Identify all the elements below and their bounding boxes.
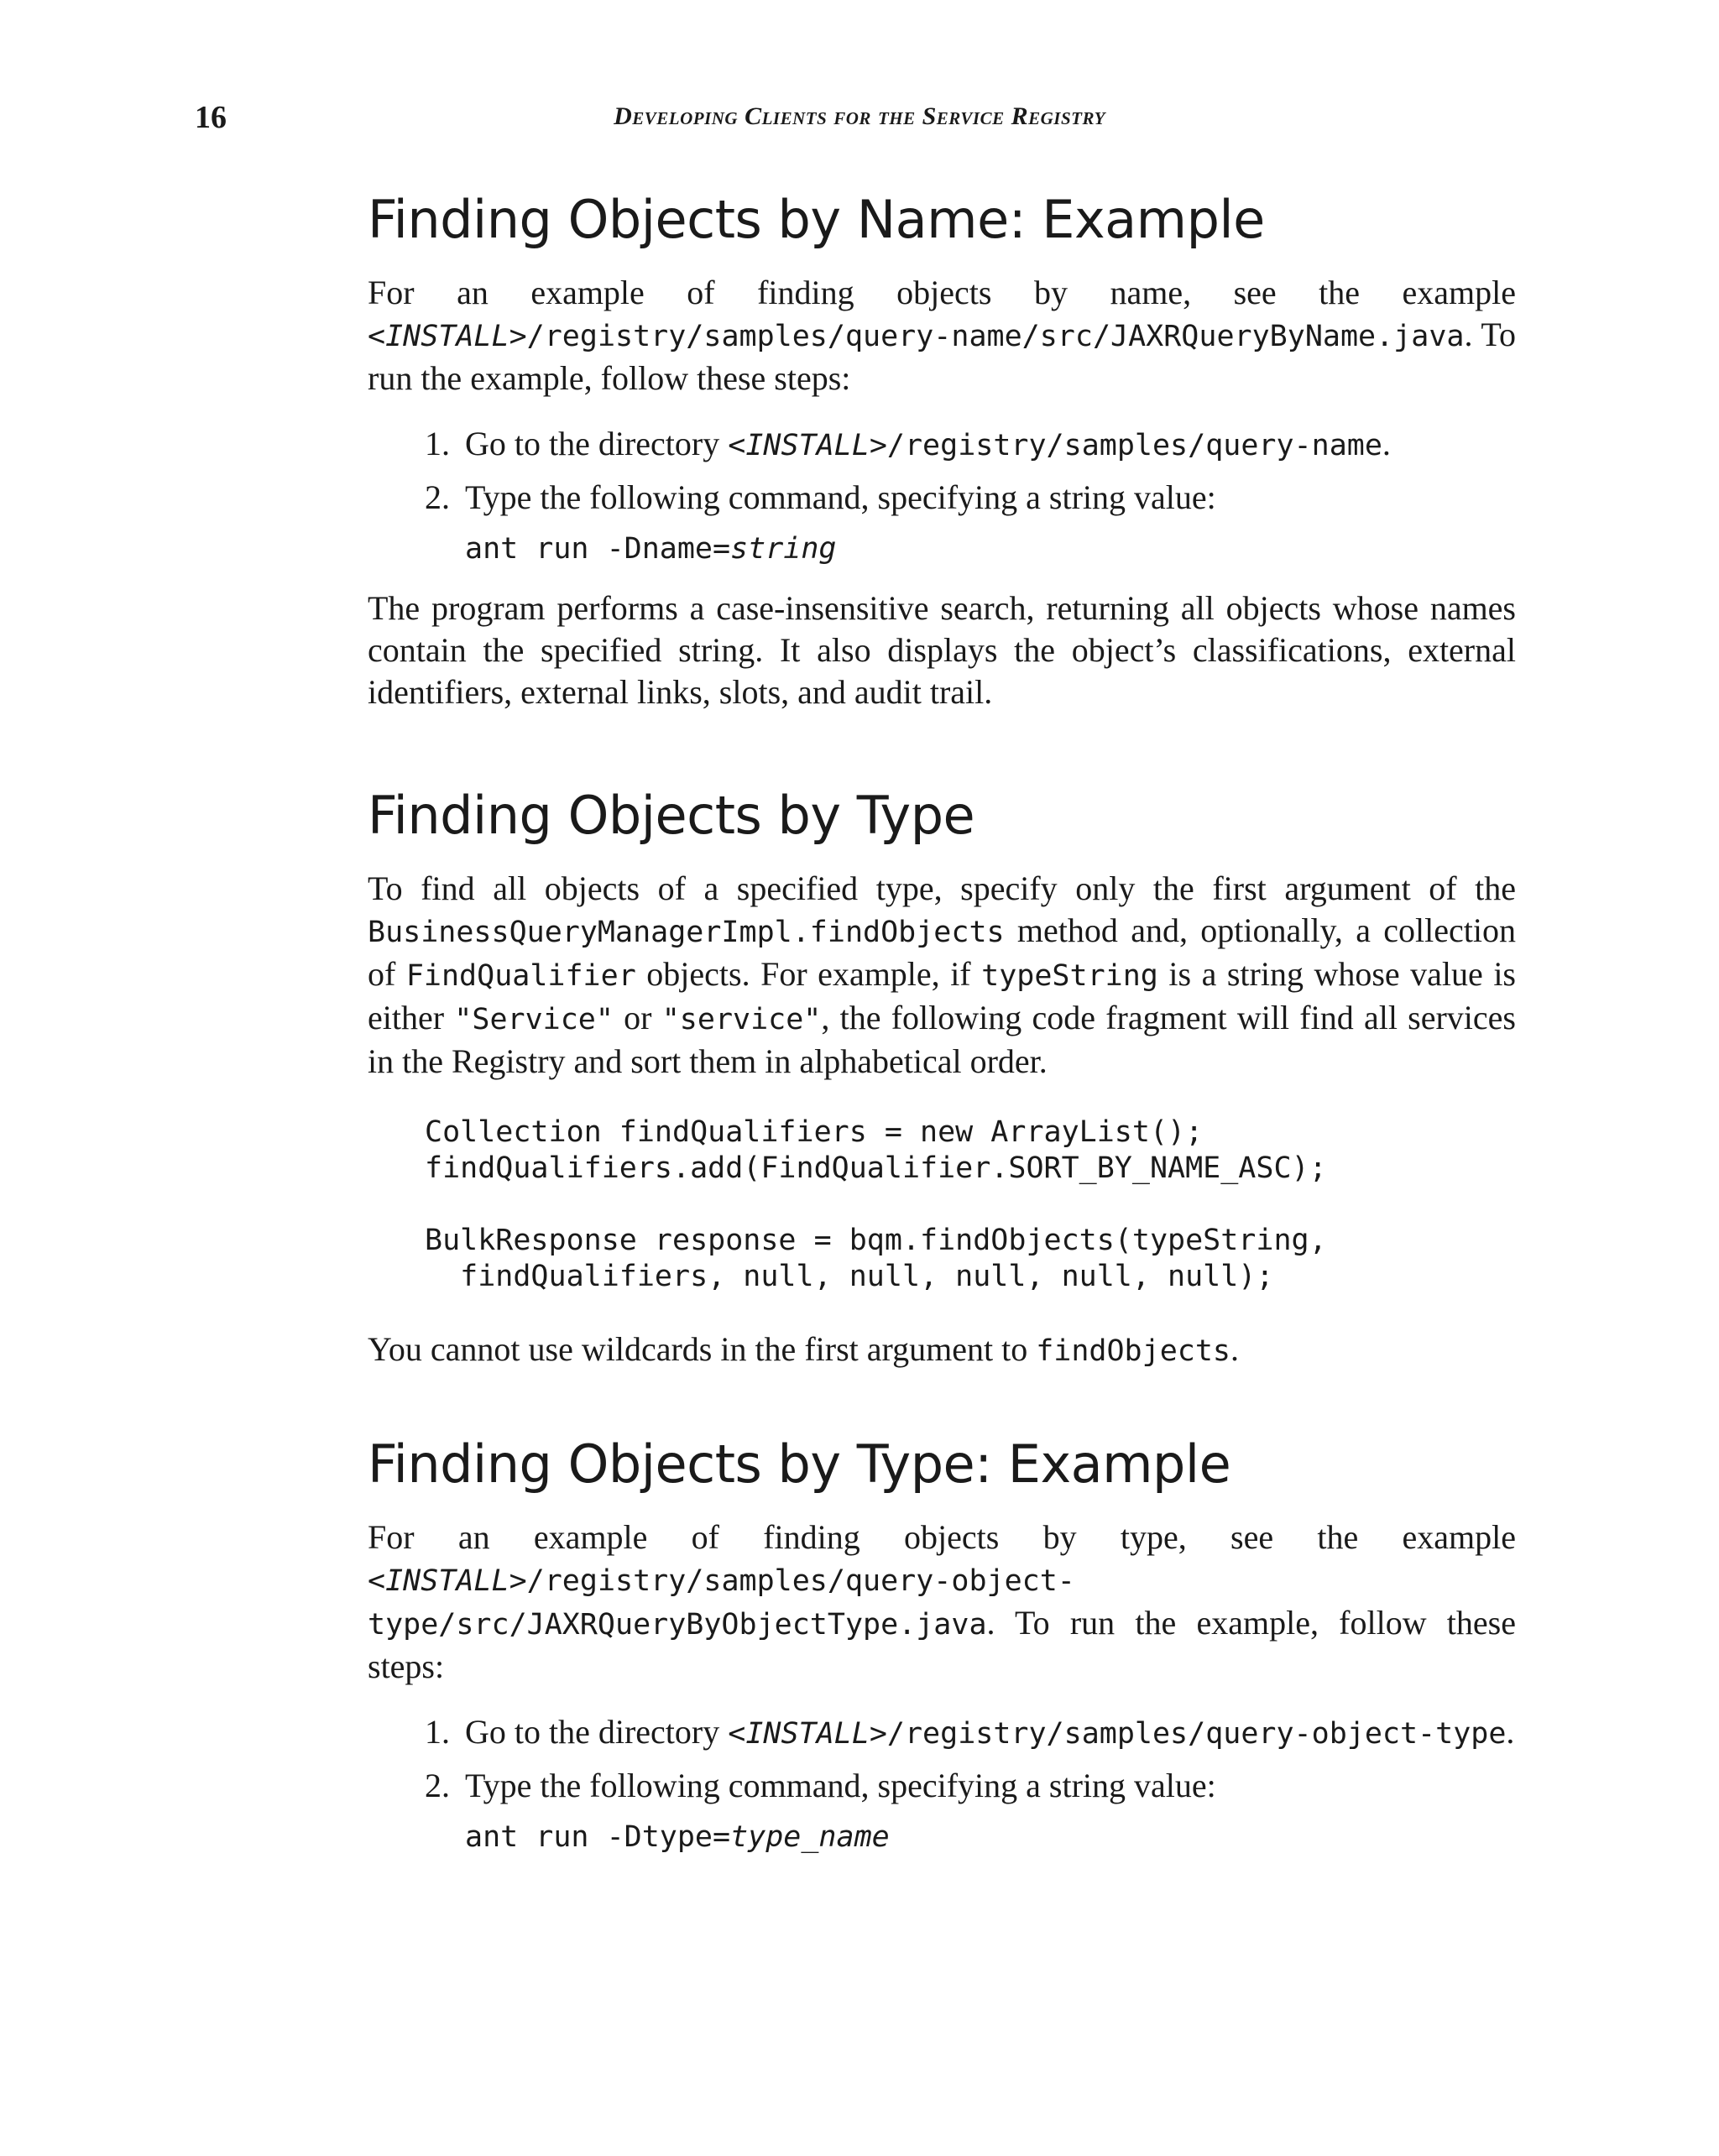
file-path: /registry/samples/query-name/src/JAXRQueryByName.java [526,320,1465,353]
inline-code: findObjects [1036,1334,1230,1368]
paragraph [368,272,1516,399]
inline-code: "Service" [454,1003,614,1036]
command-argument: type_name [730,1820,890,1854]
install-placeholder: <INSTALL> [728,1717,887,1751]
running-head [0,99,1719,141]
text: . To run the example, follow these steps: [368,1604,1516,1685]
section-heading: Finding Objects by Type: Example [368,1433,1231,1495]
text: For an example of finding objects by type, see the example [368,1518,1516,1556]
text: , the following code fragment will find all services in the Registry and sort them in alphabetical order. [368,999,1516,1080]
step-text: Type the following command, specifying a string value: [465,1767,1216,1804]
paragraph [368,868,1516,1083]
paragraph [368,1329,1516,1372]
install-placeholder: <INSTALL> [728,429,887,462]
install-placeholder: <INSTALL> [368,320,527,353]
steps-list [368,423,1516,567]
step-number: 2. [425,478,450,516]
section-find-by-type-example [368,1433,1516,1856]
step-text: Type the following command, specifying a string value: [465,478,1216,516]
inline-code: FindQualifier [405,959,636,993]
section-find-by-name-example [368,188,1516,713]
page-number: 16 [195,100,227,135]
text: objects. For example, if [635,955,982,993]
steps-list [368,1711,1516,1856]
text: . [1230,1330,1239,1368]
text: or [613,999,662,1036]
running-title: Developing Clients for the Service Registry [614,102,1105,130]
code-block: Collection findQualifiers = new ArrayList(); findQualifiers.add(FindQualifier.SORT_BY_NAME_ASC); BulkResponse response = bqm.findObjects(typeString, findQualifiers, null, null, null, null, null); [425,1115,1327,1293]
inline-code: typeString [981,959,1158,993]
text: method and, optionally, a collection of [368,911,1516,993]
file-path: /registry/samples/query-object-type/src/JAXRQueryByObjectType.java [368,1564,1075,1642]
list-item [368,1711,1516,1755]
list-item [368,423,1516,467]
step-number: 2. [425,1767,450,1804]
text: . To run the example, follow these steps: [368,316,1516,397]
page-content [368,188,1516,1866]
command-argument: string [730,532,837,566]
command: ant run -Dtype= [465,1820,731,1854]
command-line [465,530,1516,567]
section-heading: Finding Objects by Name: Example [368,189,1265,250]
directory-path: /registry/samples/query-name [886,429,1382,462]
inline-code: BusinessQueryManagerImpl.findObjects [368,916,1005,949]
section-heading: Finding Objects by Type [368,785,975,846]
install-placeholder: <INSTALL> [368,1564,527,1598]
directory-path: /registry/samples/query-object-type [886,1717,1507,1751]
paragraph [368,1517,1516,1688]
text: To find all objects of a specified type, specify only the first argument of the [368,869,1516,907]
step-number: 1. [425,1713,450,1751]
section-find-by-type [368,784,1516,1372]
text: For an example of finding objects by name, see the example [368,274,1516,311]
text: . [1382,425,1391,462]
command: ant run -Dname= [465,532,731,566]
step-text: Go to the directory [465,1713,729,1751]
paragraph: The program performs a case-insensitive search, returning all objects whose names contain the specified string. It also displays the object’s classifications, external identifiers, external links, slots, and audit trail. [368,589,1516,711]
text: You cannot use wildcards in the first argument to [368,1330,1037,1368]
text: . [1506,1713,1515,1751]
step-text: Go to the directory [465,425,729,462]
inline-code: "service" [661,1003,822,1036]
command-line [465,1819,1516,1856]
list-item [368,477,1516,567]
step-number: 1. [425,425,450,462]
text: is a string whose value is either [368,955,1516,1036]
list-item [368,1765,1516,1856]
